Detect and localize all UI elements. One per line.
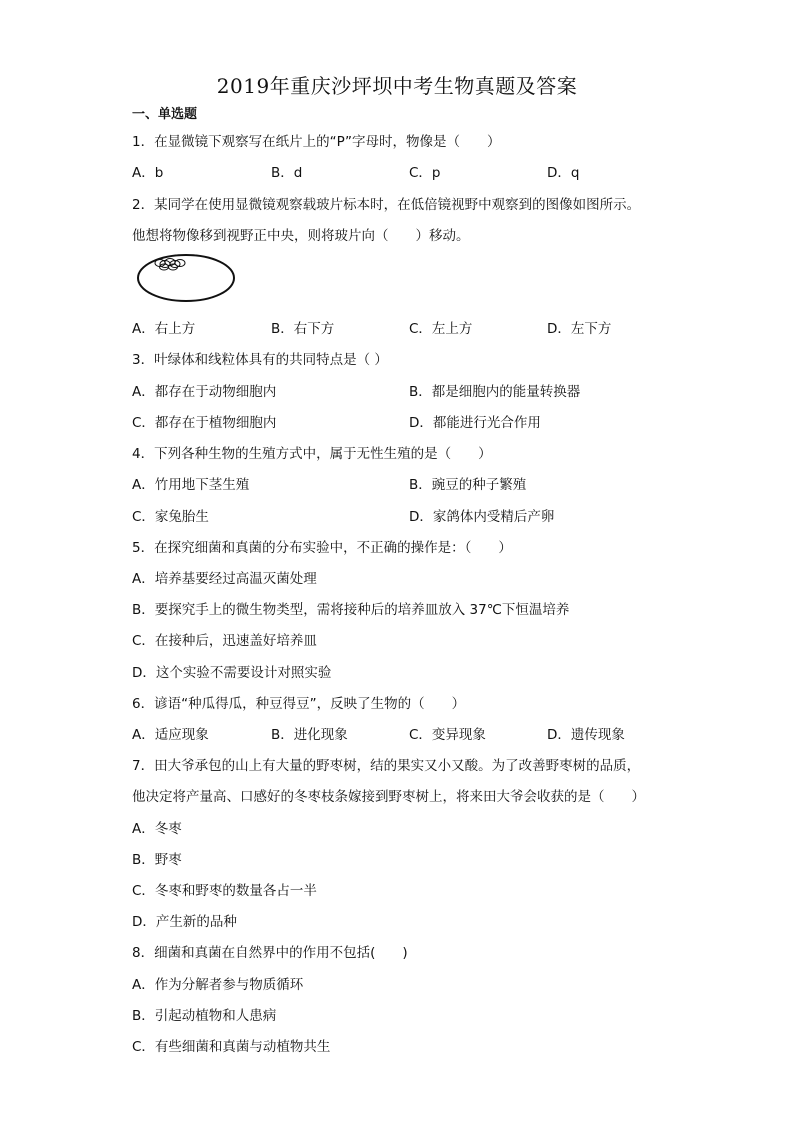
- question-5-stem: 5．在探究细菌和真菌的分布实验中，不正确的操作是：（ ）: [132, 540, 512, 556]
- field-of-view-circle: [138, 255, 234, 301]
- q2-option-c: C．左上方: [409, 321, 473, 337]
- q7-option-d: D．产生新的品种: [132, 914, 237, 930]
- q3-option-b: B．都是细胞内的能量转换器: [409, 384, 581, 400]
- q4-option-d: D．家鸽体内受精后产卵: [409, 509, 555, 525]
- q1-option-d: D．q: [547, 165, 580, 181]
- q1-option-b: B．d: [271, 165, 303, 181]
- q7-option-b: B．野枣: [132, 852, 182, 868]
- q3-option-d: D．都能进行光合作用: [409, 415, 541, 431]
- q6-option-c: C．变异现象: [409, 727, 486, 743]
- q8-option-a: A．作为分解者参与物质循环: [132, 977, 304, 993]
- q6-option-d: D．遗传现象: [547, 727, 625, 743]
- q7-option-a: A．冬枣: [132, 821, 182, 837]
- question-6-stem: 6．谚语“种瓜得瓜，种豆得豆”，反映了生物的（ ）: [132, 696, 466, 712]
- question-8-stem: 8．细菌和真菌在自然界中的作用不包括( ): [132, 945, 408, 961]
- section-heading: 一、单选题: [132, 107, 198, 122]
- question-3-stem: 3．叶绿体和线粒体具有的共同特点是（ ）: [132, 352, 388, 368]
- q8-option-c: C．有些细菌和真菌与动植物共生: [132, 1039, 331, 1055]
- q3-option-a: A．都存在于动物细胞内: [132, 384, 277, 400]
- q2-option-b: B．右下方: [271, 321, 335, 337]
- q5-option-d: D．这个实验不需要设计对照实验: [132, 665, 332, 681]
- question-7-stem-line-2: 他决定将产量高、口感好的冬枣枝条嫁接到野枣树上，将来田大爷会收获的是（ ）: [132, 789, 645, 805]
- question-2-stem-line-2: 他想将物像移到视野正中央，则将玻片向（ ）移动。: [132, 228, 470, 244]
- cell-cluster: [155, 259, 185, 271]
- q3-option-c: C．都存在于植物细胞内: [132, 415, 277, 431]
- question-7-stem-line-1: 7．田大爷承包的山上有大量的野枣树，结的果实又小又酸。为了改善野枣树的品质，: [132, 758, 641, 774]
- question-4-stem: 4．下列各种生物的生殖方式中，属于无性生殖的是（ ）: [132, 446, 492, 462]
- q2-option-a: A．右上方: [132, 321, 196, 337]
- q4-option-c: C．家兔胎生: [132, 509, 209, 525]
- q5-option-a: A．培养基要经过高温灭菌处理: [132, 571, 317, 587]
- q6-option-b: B．进化现象: [271, 727, 348, 743]
- page-title: 2019年重庆沙坪坝中考生物真题及答案: [216, 74, 578, 98]
- q6-option-a: A．适应现象: [132, 727, 209, 743]
- q2-option-d: D．左下方: [547, 321, 612, 337]
- q5-option-b: B．要探究手上的微生物类型，需将接种后的培养皿放入 37℃下恒温培养: [132, 602, 570, 618]
- q5-option-c: C．在接种后，迅速盖好培养皿: [132, 633, 317, 649]
- q8-option-b: B．引起动植物和人患病: [132, 1008, 277, 1024]
- q4-option-a: A．竹用地下茎生殖: [132, 477, 250, 493]
- microscope-field-figure: [134, 251, 238, 305]
- question-1-stem: 1．在显微镜下观察写在纸片上的“P”字母时，物像是（ ）: [132, 134, 501, 150]
- q1-option-c: C．p: [409, 165, 441, 181]
- question-2-stem-line-1: 2．某同学在使用显微镜观察载玻片标本时，在低倍镜视野中观察到的图像如图所示。: [132, 197, 641, 213]
- q7-option-c: C．冬枣和野枣的数量各占一半: [132, 883, 317, 899]
- q4-option-b: B．豌豆的种子繁殖: [409, 477, 527, 493]
- q1-option-a: A．b: [132, 165, 164, 181]
